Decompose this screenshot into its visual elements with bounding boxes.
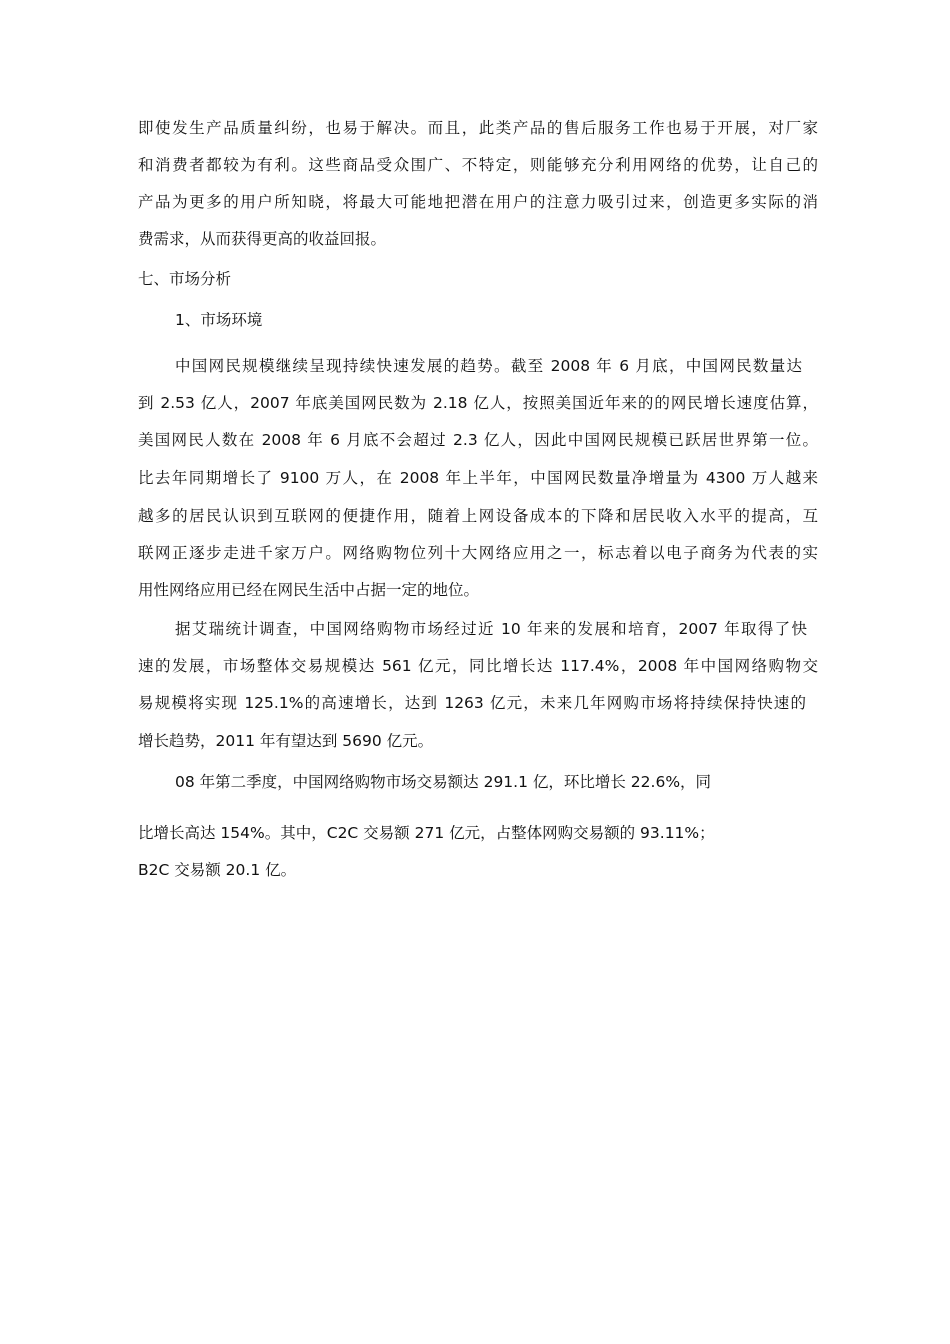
paragraph-market-line: 联网正逐步走进千家万户。网络购物位列十大网络应用之一，标志着以电子商务为代表的实 (138, 544, 818, 562)
paragraph-market-line: 越多的居民认识到互联网的便捷作用，随着上网设备成本的下降和居民收入水平的提高，互 (138, 507, 818, 525)
paragraph-q2-line: B2C 交易额 20.1 亿。 (138, 861, 297, 879)
paragraph-iresearch-line: 速的发展，市场整体交易规模达 561 亿元，同比增长达 117.4%，2008 年中国网络购物交 (138, 657, 818, 675)
paragraph-iresearch-line: 易规模将实现 125.1%的高速增长，达到 1263 亿元，未来几年网购市场将持续保持快速的 (138, 694, 806, 712)
paragraph-market-line: 用性网络应用已经在网民生活中占据一定的地位。 (138, 581, 480, 599)
paragraph-q2-line: 08 年第二季度，中国网络购物市场交易额达 291.1 亿，环比增长 22.6%，同 (175, 773, 712, 791)
paragraph-iresearch-line: 增长趋势，2011 年有望达到 5690 亿元。 (138, 732, 434, 750)
paragraph-market-line: 比去年同期增长了 9100 万人，在 2008 年上半年，中国网民数量净增量为 4300 万人越来 (138, 469, 818, 487)
paragraph-intro-line: 费需求，从而获得更高的收益回报。 (138, 230, 387, 248)
paragraph-market-line: 到 2.53 亿人，2007 年底美国网民数为 2.18 亿人，按照美国近年来的的网民增长速度估算， (138, 394, 818, 412)
paragraph-market-line: 美国网民人数在 2008 年 6 月底不会超过 2.3 亿人，因此中国网民规模已跃居世界第一位。 (138, 431, 818, 449)
subsection-heading: 1、市场环境 (175, 311, 263, 329)
paragraph-market-line: 中国网民规模继续呈现持续快速发展的趋势。截至 2008 年 6 月底，中国网民数量达 (175, 357, 802, 375)
paragraph-intro-line: 产品为更多的用户所知晓，将最大可能地把潜在用户的注意力吸引过来，创造更多实际的消 (138, 193, 818, 211)
paragraph-intro-line: 即使发生产品质量纠纷，也易于解决。而且，此类产品的售后服务工作也易于开展，对厂家 (138, 119, 818, 137)
paragraph-intro-line: 和消费者都较为有利。这些商品受众围广、不特定，则能够充分利用网络的优势，让自己的 (138, 156, 818, 174)
paragraph-q2-line: 比增长高达 154%。其中，C2C 交易额 271 亿元，占整体网购交易额的 93.11%； (138, 824, 715, 842)
section-heading: 七、市场分析 (138, 270, 232, 288)
paragraph-iresearch-line: 据艾瑞统计调查，中国网络购物市场经过近 10 年来的发展和培育，2007 年取得了快 (175, 620, 807, 638)
